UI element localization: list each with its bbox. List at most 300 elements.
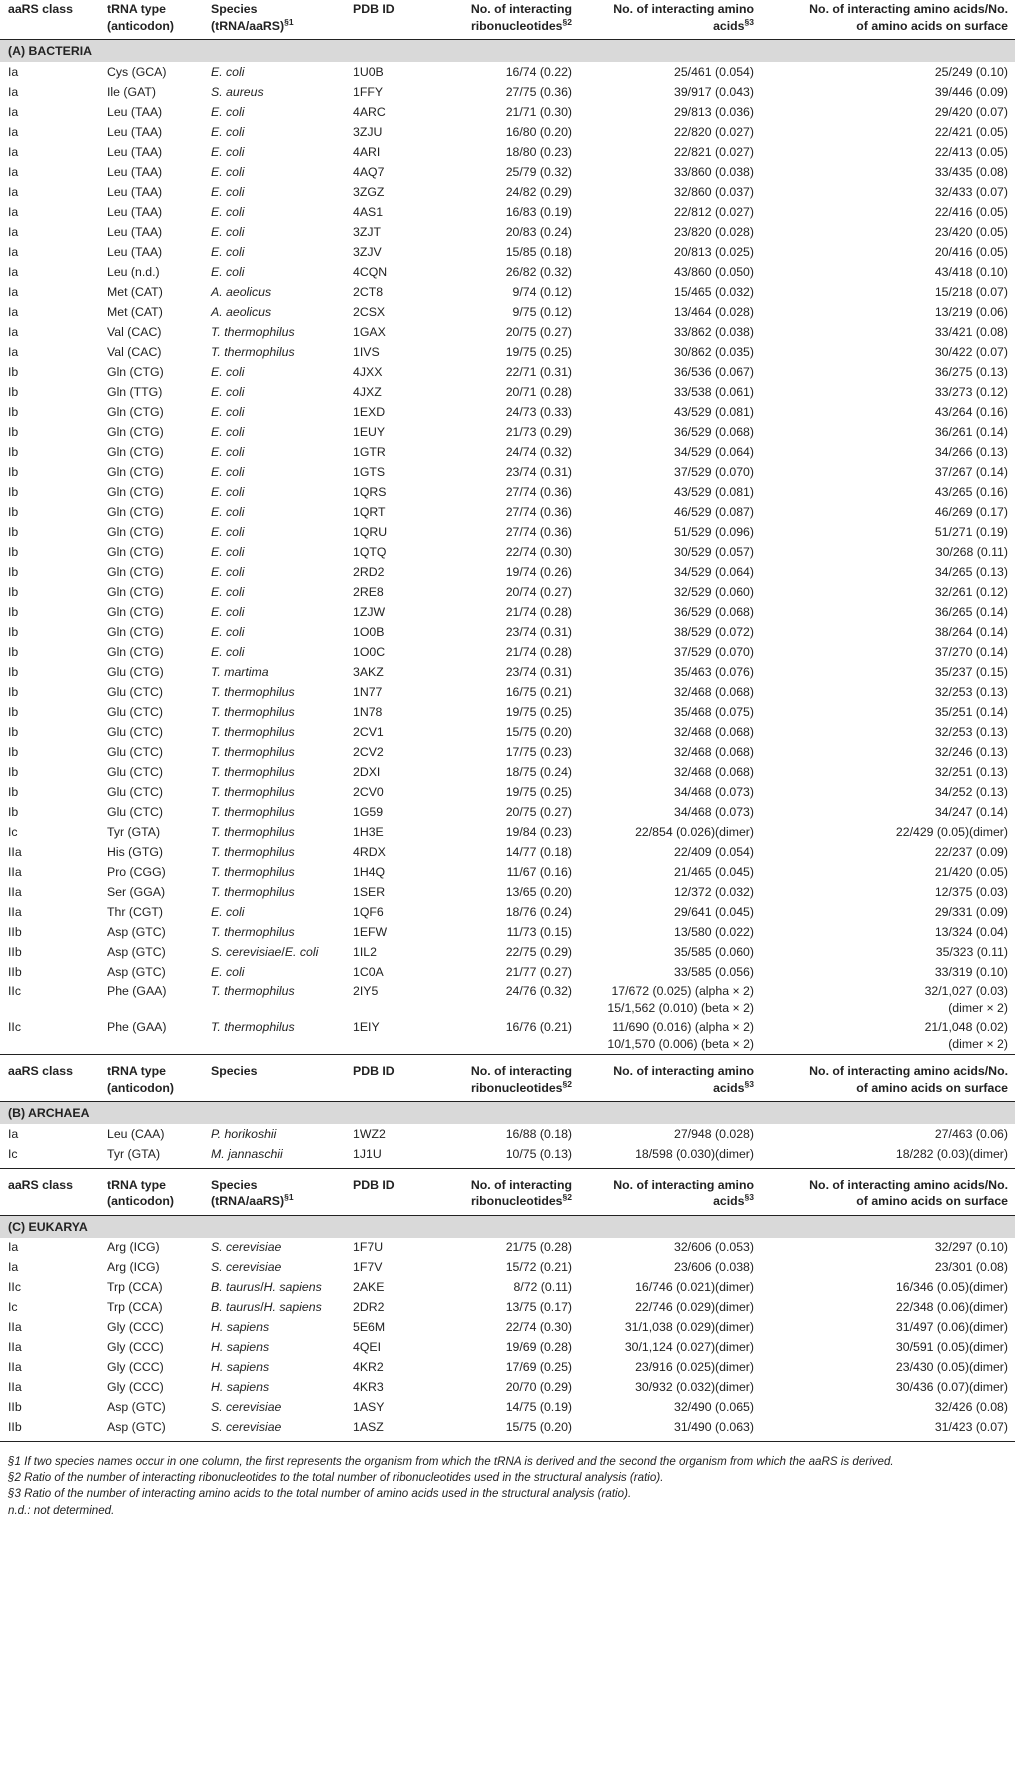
- header-line2: (tRNA/aaRS): [211, 1194, 285, 1208]
- cell-line: 16/346 (0.05)(dimer): [895, 1280, 1008, 1294]
- cell-pdb: [345, 122, 419, 142]
- cell-species: [203, 342, 345, 362]
- cell-class: [0, 1358, 99, 1378]
- cell-line: Gln (CTG): [107, 624, 164, 639]
- cell-line: 26/82 (0.32): [505, 264, 572, 279]
- header-line2: of amino acids on surface: [856, 1194, 1008, 1208]
- cell-line: 36/536 (0.067): [674, 364, 754, 379]
- cell-surface: [761, 222, 1015, 242]
- header-row: [0, 1175, 1015, 1216]
- cell-amino-acids: [579, 182, 761, 202]
- cell-line: IIb: [8, 1420, 22, 1434]
- cell-ribonucleotides: [419, 782, 579, 802]
- table-row: [0, 882, 1015, 902]
- cell-amino-acids: [579, 1358, 761, 1378]
- cell-trna: [99, 142, 203, 162]
- cell-class: [0, 382, 99, 402]
- column-header: [419, 1175, 579, 1216]
- cell-line: Ib: [8, 704, 19, 719]
- cell-line: 22/812 (0.027): [674, 204, 754, 219]
- species-name: E. coli: [211, 244, 245, 259]
- species-name: S. cerevisiae: [211, 1400, 282, 1414]
- species-name: E. coli: [211, 124, 245, 139]
- cell-line: 1EFW: [353, 924, 388, 939]
- cell-line: 29/331 (0.09): [934, 904, 1008, 919]
- species-name: T. thermophilus: [211, 724, 295, 739]
- cell-line: 20/75 (0.27): [505, 804, 572, 819]
- cell-line: 20/74 (0.27): [505, 584, 572, 599]
- cell-line: 2DR2: [353, 1300, 385, 1314]
- cell-line: IIa: [8, 1340, 22, 1354]
- cell-ribonucleotides: [419, 622, 579, 642]
- cell-line: 22/413 (0.05): [934, 144, 1008, 159]
- species-name: S. cerevisiae: [211, 1420, 282, 1434]
- cell-line: Asp (GTC): [107, 964, 166, 979]
- table-row: [0, 282, 1015, 302]
- cell-amino-acids: [579, 482, 761, 502]
- header-footnote-mark: §3: [744, 1191, 754, 1202]
- cell-ribonucleotides: [419, 502, 579, 522]
- cell-trna: [99, 1378, 203, 1398]
- cell-line: 19/69 (0.28): [505, 1340, 572, 1354]
- cell-trna: [99, 982, 203, 1018]
- cell-pdb: [345, 1018, 419, 1055]
- species-name: E. coli: [211, 964, 245, 979]
- cell-surface: [761, 842, 1015, 862]
- cell-trna: [99, 462, 203, 482]
- cell-species: [203, 1238, 345, 1258]
- cell-amino-acids: [579, 522, 761, 542]
- cell-line: Gln (CTG): [107, 424, 164, 439]
- cell-line: 23/74 (0.31): [505, 624, 572, 639]
- cell-line: 35/463 (0.076): [674, 664, 754, 679]
- cell-line: 32/860 (0.037): [674, 184, 754, 199]
- cell-ribonucleotides: [419, 1298, 579, 1318]
- cell-line: IIb: [8, 924, 22, 939]
- cell-line: 27/75 (0.36): [505, 84, 572, 99]
- section-title: (C) EUKARYA: [0, 1215, 1015, 1238]
- cell-line: 30/529 (0.057): [674, 544, 754, 559]
- species-name: E. coli: [211, 904, 245, 919]
- header-line1: tRNA type: [107, 1064, 166, 1078]
- cell-line: Arg (ICG): [107, 1240, 160, 1254]
- cell-trna: [99, 402, 203, 422]
- cell-pdb: [345, 602, 419, 622]
- table-row: [0, 922, 1015, 942]
- cell-line: 21/73 (0.29): [505, 424, 572, 439]
- header-line1: tRNA type: [107, 1177, 166, 1192]
- cell-surface: [761, 442, 1015, 462]
- header-row: [0, 0, 1015, 40]
- cell-line: Asp (GTC): [107, 1400, 166, 1414]
- cell-line: Pro (CGG): [107, 864, 166, 879]
- cell-line: Ia: [8, 344, 19, 359]
- column-header: [345, 1175, 419, 1216]
- cell-line: Gln (CTG): [107, 364, 164, 379]
- table-row: [0, 402, 1015, 422]
- species-name: T. thermophilus: [211, 344, 295, 359]
- cell-line: 2IY5: [353, 984, 379, 998]
- cell-line: 14/75 (0.19): [505, 1400, 572, 1414]
- cell-class: [0, 582, 99, 602]
- cell-line: 16/83 (0.19): [505, 204, 572, 219]
- cell-amino-acids: [579, 942, 761, 962]
- cell-trna: [99, 762, 203, 782]
- cell-line: 32/297 (0.10): [934, 1240, 1008, 1254]
- cell-line: 1N78: [353, 704, 383, 719]
- species-name: S. cerevisiae: [211, 944, 282, 959]
- cell-class: [0, 802, 99, 822]
- table-row: [0, 1018, 1015, 1055]
- cell-line: 13/464 (0.028): [674, 304, 754, 319]
- cell-line: 43/860 (0.050): [674, 264, 754, 279]
- column-header: [579, 1061, 761, 1102]
- species-name: E. coli: [211, 364, 245, 379]
- cell-class: [0, 462, 99, 482]
- cell-line: 51/529 (0.096): [674, 524, 754, 539]
- cell-line: 13/324 (0.04): [934, 924, 1008, 939]
- cell-class: [0, 962, 99, 982]
- cell-line: Asp (GTC): [107, 944, 166, 959]
- cell-surface: [761, 1378, 1015, 1398]
- cell-surface: [761, 1298, 1015, 1318]
- cell-surface: [761, 562, 1015, 582]
- cell-species: [203, 802, 345, 822]
- cell-line: 19/74 (0.26): [505, 564, 572, 579]
- column-header: [761, 1061, 1015, 1102]
- cell-line: 34/266 (0.13): [934, 444, 1008, 459]
- cell-line: Gln (CTG): [107, 404, 164, 419]
- table-row: [0, 262, 1015, 282]
- cell-trna: [99, 582, 203, 602]
- table-row: [0, 102, 1015, 122]
- cell-trna: [99, 1298, 203, 1318]
- cell-class: [0, 1018, 99, 1055]
- cell-line: 22/71 (0.31): [505, 364, 572, 379]
- cell-ribonucleotides: [419, 982, 579, 1018]
- cell-species: [203, 282, 345, 302]
- cell-surface: [761, 702, 1015, 722]
- cell-line: 38/529 (0.072): [674, 624, 754, 639]
- species-name: E. coli: [211, 604, 245, 619]
- cell-line: 32/253 (0.13): [934, 684, 1008, 699]
- cell-ribonucleotides: [419, 682, 579, 702]
- cell-line: 31/497 (0.06)(dimer): [895, 1320, 1008, 1334]
- cell-pdb: [345, 1338, 419, 1358]
- table-row: [0, 542, 1015, 562]
- section-row: [0, 1102, 1015, 1125]
- cell-ribonucleotides: [419, 582, 579, 602]
- table-row: [0, 1298, 1015, 1318]
- cell-class: [0, 642, 99, 662]
- cell-amino-acids: [579, 662, 761, 682]
- cell-trna: [99, 862, 203, 882]
- cell-pdb: [345, 642, 419, 662]
- cell-line: 1FFY: [353, 84, 384, 99]
- cell-line: Ib: [8, 444, 19, 459]
- cell-line: 36/261 (0.14): [934, 424, 1008, 439]
- cell-line: 10/75 (0.13): [505, 1146, 572, 1161]
- cell-pdb: [345, 1318, 419, 1338]
- cell-line: Leu (n.d.): [107, 264, 160, 279]
- cell-ribonucleotides: [419, 402, 579, 422]
- cell-line: 31/423 (0.07): [934, 1420, 1008, 1434]
- cell-line: 1EUY: [353, 424, 386, 439]
- cell-species: [203, 722, 345, 742]
- cell-ribonucleotides: [419, 1398, 579, 1418]
- cell-line: Ib: [8, 404, 19, 419]
- cell-line: 1IL2: [353, 944, 377, 959]
- cell-amino-acids: [579, 982, 761, 1018]
- cell-line: Ib: [8, 744, 19, 759]
- cell-line: 23/430 (0.05)(dimer): [895, 1360, 1008, 1374]
- table-row: [0, 1238, 1015, 1258]
- cell-pdb: [345, 522, 419, 542]
- cell-trna: [99, 822, 203, 842]
- cell-trna: [99, 482, 203, 502]
- cell-line: 34/529 (0.064): [674, 444, 754, 459]
- header-line1: No. of interacting amino: [613, 2, 754, 16]
- cell-species: [203, 542, 345, 562]
- cell-line: 15/1,562 (0.010) (beta × 2): [607, 1001, 754, 1015]
- cell-ribonucleotides: [419, 362, 579, 382]
- cell-line: Glu (CTC): [107, 744, 164, 759]
- table-row: [0, 862, 1015, 882]
- cell-pdb: [345, 142, 419, 162]
- cell-ribonucleotides: [419, 762, 579, 782]
- cell-line: 1QRT: [353, 504, 386, 519]
- cell-line: IIc: [8, 984, 21, 998]
- cell-line: 1N77: [353, 684, 383, 699]
- cell-class: [0, 82, 99, 102]
- cell-line: 18/598 (0.030)(dimer): [635, 1146, 754, 1161]
- cell-class: [0, 762, 99, 782]
- cell-pdb: [345, 322, 419, 342]
- cell-amino-acids: [579, 622, 761, 642]
- cell-class: [0, 342, 99, 362]
- cell-class: [0, 602, 99, 622]
- cell-line: Ia: [8, 84, 19, 99]
- header-line2: ribonucleotides: [470, 18, 563, 33]
- cell-line: 35/323 (0.11): [935, 944, 1008, 959]
- species-name: T. thermophilus: [211, 864, 295, 879]
- cell-ribonucleotides: [419, 342, 579, 362]
- cell-line: 1G59: [353, 804, 384, 819]
- column-header: [579, 1175, 761, 1216]
- cell-ribonucleotides: [419, 282, 579, 302]
- cell-class: [0, 62, 99, 82]
- species-name: T. thermophilus: [211, 784, 295, 799]
- cell-trna: [99, 642, 203, 662]
- cell-line: 2CV0: [353, 784, 384, 799]
- cell-trna: [99, 342, 203, 362]
- cell-amino-acids: [579, 442, 761, 462]
- cell-line: 35/251 (0.14): [934, 704, 1008, 719]
- cell-class: [0, 1298, 99, 1318]
- cell-line: 25/461 (0.054): [674, 64, 754, 79]
- species-name: A. aeolicus: [211, 304, 272, 319]
- cell-ribonucleotides: [419, 1358, 579, 1378]
- cell-surface: [761, 122, 1015, 142]
- cell-line: 23/74 (0.31): [505, 464, 572, 479]
- cell-ribonucleotides: [419, 862, 579, 882]
- cell-ribonucleotides: [419, 662, 579, 682]
- cell-surface: [761, 1018, 1015, 1055]
- species-name: B. taurus: [211, 1300, 261, 1314]
- cell-species: [203, 202, 345, 222]
- cell-amino-acids: [579, 542, 761, 562]
- cell-line: 1IVS: [353, 344, 380, 359]
- cell-class: [0, 1418, 99, 1442]
- cell-line: 18/282 (0.03)(dimer): [895, 1146, 1008, 1161]
- cell-surface: [761, 882, 1015, 902]
- cell-amino-acids: [579, 802, 761, 822]
- species-name: E. coli: [211, 564, 245, 579]
- cell-surface: [761, 502, 1015, 522]
- cell-class: [0, 922, 99, 942]
- cell-line: 24/74 (0.32): [505, 444, 572, 459]
- header-line2: (anticodon): [107, 1080, 174, 1095]
- cell-pdb: [345, 582, 419, 602]
- column-header: [99, 1061, 203, 1102]
- header-line1: No. of interacting amino: [613, 1177, 754, 1192]
- cell-species: [203, 562, 345, 582]
- cell-line: 43/529 (0.081): [674, 484, 754, 499]
- cell-class: [0, 662, 99, 682]
- column-header: [203, 1061, 345, 1102]
- cell-trna: [99, 922, 203, 942]
- cell-surface: [761, 1258, 1015, 1278]
- cell-line: Met (CAT): [107, 284, 163, 299]
- species-name: E. coli: [211, 224, 245, 239]
- cell-line: Ib: [8, 504, 19, 519]
- cell-pdb: [345, 702, 419, 722]
- cell-ribonucleotides: [419, 162, 579, 182]
- cell-surface: [761, 642, 1015, 662]
- cell-surface: [761, 462, 1015, 482]
- cell-pdb: [345, 302, 419, 322]
- cell-trna: [99, 542, 203, 562]
- cell-surface: [761, 402, 1015, 422]
- cell-line: 27/74 (0.36): [505, 484, 572, 499]
- cell-amino-acids: [579, 1124, 761, 1144]
- header-line2: acids: [713, 1080, 745, 1095]
- cell-line: 30/932 (0.032)(dimer): [635, 1380, 754, 1394]
- table-row: [0, 142, 1015, 162]
- cell-line: Asp (GTC): [107, 1420, 166, 1434]
- cell-line: 34/529 (0.064): [674, 564, 754, 579]
- cell-line: 22/421 (0.05): [934, 124, 1008, 139]
- species-name: E. coli: [211, 464, 245, 479]
- cell-line: 15/75 (0.20): [505, 1420, 572, 1434]
- cell-ribonucleotides: [419, 442, 579, 462]
- cell-pdb: [345, 1378, 419, 1398]
- footnotes: [0, 1442, 1015, 1519]
- cell-pdb: [345, 242, 419, 262]
- species-name: T. thermophilus: [211, 804, 295, 819]
- cell-surface: [761, 982, 1015, 1018]
- cell-surface: [761, 922, 1015, 942]
- species-name: T. thermophilus: [211, 924, 295, 939]
- cell-trna: [99, 602, 203, 622]
- cell-line: Gly (CCC): [107, 1360, 164, 1374]
- species-name: A. aeolicus: [211, 284, 272, 299]
- species-name: P. horikoshii: [211, 1126, 277, 1141]
- cell-line: Ib: [8, 644, 19, 659]
- cell-pdb: [345, 782, 419, 802]
- cell-line: Leu (TAA): [107, 164, 163, 179]
- cell-line: Gly (CCC): [107, 1320, 164, 1334]
- header-line1: No. of interacting amino: [613, 1064, 754, 1078]
- cell-amino-acids: [579, 1238, 761, 1258]
- species-name: H. sapiens: [263, 1300, 322, 1314]
- cell-ribonucleotides: [419, 522, 579, 542]
- header-line2: of amino acids on surface: [856, 18, 1008, 33]
- cell-class: [0, 482, 99, 502]
- cell-species: [203, 82, 345, 102]
- table-row: [0, 782, 1015, 802]
- cell-line: 2DXI: [353, 764, 381, 779]
- cell-line: 22/820 (0.027): [674, 124, 754, 139]
- table-row: [0, 902, 1015, 922]
- cell-ribonucleotides: [419, 942, 579, 962]
- cell-trna: [99, 902, 203, 922]
- cell-line: 4QEI: [353, 1340, 382, 1354]
- cell-amino-acids: [579, 382, 761, 402]
- cell-line: 20/71 (0.28): [505, 384, 572, 399]
- cell-line: 27/463 (0.06): [934, 1126, 1008, 1141]
- species-name: T. thermophilus: [211, 324, 295, 339]
- cell-trna: [99, 562, 203, 582]
- cell-line: (dimer × 2): [948, 1001, 1008, 1015]
- cell-line: 32/253 (0.13): [934, 724, 1008, 739]
- cell-line: 22/429 (0.05)(dimer): [895, 824, 1008, 839]
- cell-surface: [761, 322, 1015, 342]
- cell-ribonucleotides: [419, 602, 579, 622]
- species-name: E. coli: [284, 944, 319, 959]
- cell-line: 37/529 (0.070): [674, 464, 754, 479]
- cell-pdb: [345, 1124, 419, 1144]
- cell-line: 17/672 (0.025) (alpha × 2): [611, 984, 754, 998]
- species-name: E. coli: [211, 104, 245, 119]
- cell-ribonucleotides: [419, 642, 579, 662]
- cell-ribonucleotides: [419, 802, 579, 822]
- cell-class: [0, 1338, 99, 1358]
- table-row: [0, 162, 1015, 182]
- cell-trna: [99, 1418, 203, 1442]
- cell-trna: [99, 302, 203, 322]
- cell-class: [0, 942, 99, 962]
- cell-line: 1F7V: [353, 1260, 383, 1274]
- cell-line: 2CV2: [353, 744, 384, 759]
- table-row: [0, 1398, 1015, 1418]
- cell-surface: [761, 522, 1015, 542]
- cell-surface: [761, 1238, 1015, 1258]
- species-name: H. sapiens: [211, 1340, 270, 1354]
- cell-line: Ib: [8, 724, 19, 739]
- cell-amino-acids: [579, 202, 761, 222]
- cell-line: 19/84 (0.23): [505, 824, 572, 839]
- header-line1: Species: [211, 2, 258, 16]
- table-row: [0, 1318, 1015, 1338]
- cell-surface: [761, 902, 1015, 922]
- cell-surface: [761, 142, 1015, 162]
- table-row: [0, 482, 1015, 502]
- cell-trna: [99, 742, 203, 762]
- cell-species: [203, 162, 345, 182]
- cell-ribonucleotides: [419, 102, 579, 122]
- cell-surface: [761, 1318, 1015, 1338]
